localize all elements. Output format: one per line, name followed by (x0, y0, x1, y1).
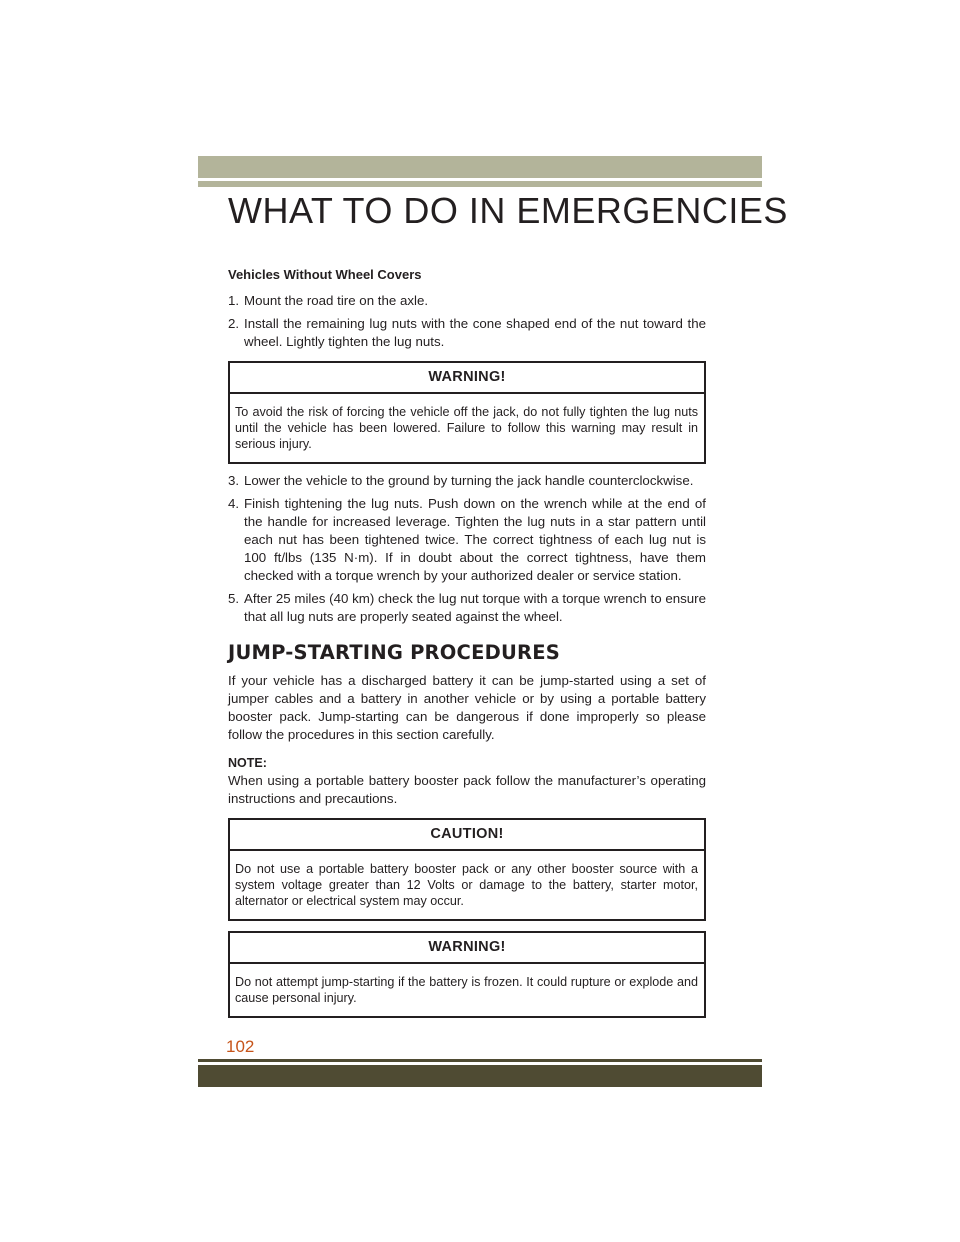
step-text: Install the remaining lug nuts with the cone shaped end of the nut toward the wheel. Lightly tighten the lug nuts. (244, 316, 706, 349)
page-content (228, 266, 706, 1026)
warning-box-frozen-battery (228, 931, 706, 1018)
caution-title: CAUTION! (230, 820, 704, 851)
list-item (228, 495, 706, 585)
header-bar-rule (198, 181, 762, 187)
list-item (228, 315, 706, 351)
step-text: After 25 miles (40 km) check the lug nut torque with a torque wrench to ensure that all lug nuts are properly seated against the wheel. (244, 591, 706, 624)
warning-box-lug-nuts (228, 361, 706, 464)
step-number: 5. (228, 591, 240, 606)
warning-body: To avoid the risk of forcing the vehicle off the jack, do not fully tighten the lug nuts until the vehicle has been lowered. Failure to follow this warning may result in serious injury. (235, 405, 698, 451)
list-item (228, 472, 706, 490)
wheel-covers-heading: Vehicles Without Wheel Covers (228, 267, 422, 282)
footer-bar (198, 1065, 762, 1087)
footer-rule (198, 1059, 762, 1062)
step-text: Lower the vehicle to the ground by turning the jack handle counterclockwise. (244, 473, 694, 488)
step-number: 4. (228, 496, 240, 511)
header-bar (198, 156, 762, 178)
warning-title: WARNING! (230, 933, 704, 964)
section-title: WHAT TO DO IN EMERGENCIES (228, 190, 788, 231)
warning-body: Do not attempt jump-starting if the battery is frozen. It could rupture or explode and cause personal injury. (235, 975, 698, 1005)
caution-body: Do not use a portable battery booster pack or any other booster source with a system voltage greater than 12 Volts or damage to the battery, starter motor, alternator or electrical system may occur. (235, 862, 698, 908)
note-text: When using a portable battery booster pack follow the manufacturer’s operating instructions and precautions. (228, 773, 706, 806)
step-text: Mount the road tire on the axle. (244, 293, 429, 308)
step-number: 2. (228, 316, 240, 331)
list-item (228, 590, 706, 626)
list-item (228, 292, 706, 310)
jump-starting-heading: JUMP-STARTING PROCEDURES (228, 641, 560, 664)
note-label: NOTE: (228, 756, 267, 770)
caution-box (228, 818, 706, 921)
jump-starting-intro: If your vehicle has a discharged battery it can be jump-started using a set of jumper cables and a battery in another vehicle or by using a portable battery booster pack. Jump-starting can be dangerous if done improperly so please follow the procedures in this section carefully. (228, 673, 706, 742)
step-text: Finish tightening the lug nuts. Push down on the wrench while at the end of the handle for increased leverage. Tighten the lug nuts in a star pattern until each nut has been tightened twice. The correct tightness of each lug nut is 100 ft/lbs (135 N·m). If in doubt about the correct tightness, have them checked with a torque wrench by your authorized dealer or service station. (244, 496, 706, 583)
warning-title: WARNING! (230, 363, 704, 394)
step-number: 3. (228, 473, 240, 488)
page-number: 102 (226, 1037, 255, 1056)
step-number: 1. (228, 293, 240, 308)
